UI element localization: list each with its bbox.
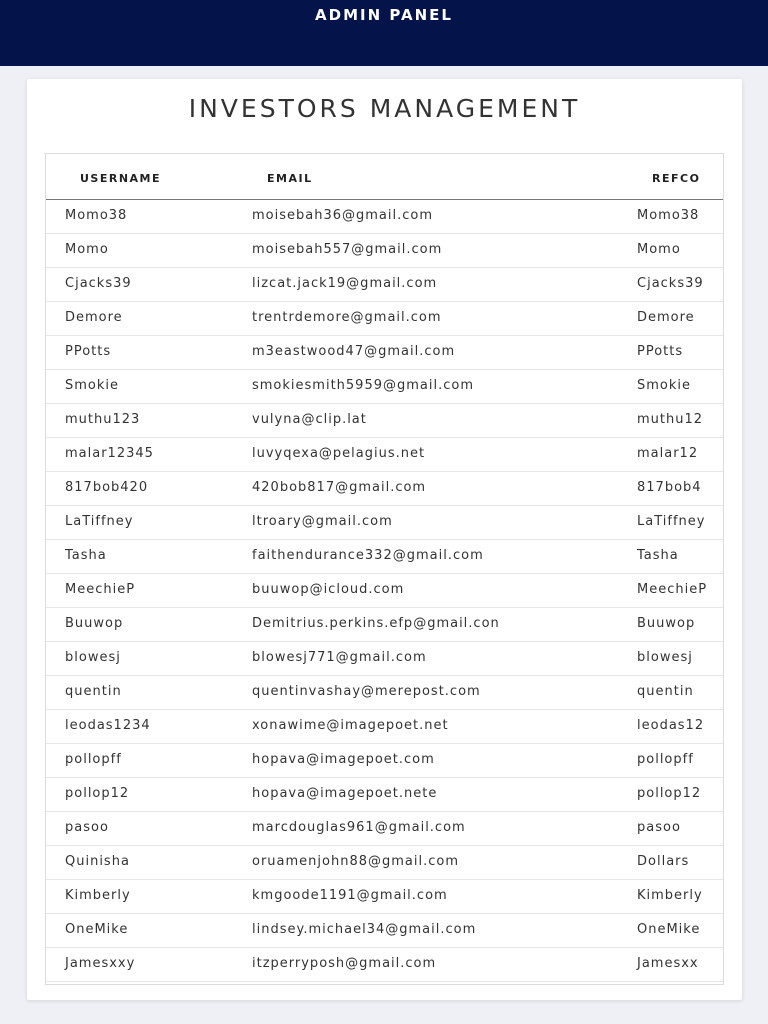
cell-username: Jamesxxy (65, 956, 136, 971)
table-row[interactable] (46, 948, 724, 982)
table-row[interactable] (46, 744, 724, 778)
cell-username: leodas1234 (65, 718, 151, 733)
cell-username: pollop12 (65, 786, 130, 801)
table-row[interactable] (46, 778, 724, 812)
cell-email: trentrdemore@gmail.com (252, 310, 442, 325)
cell-username: Tasha (65, 548, 107, 563)
table-body (46, 200, 724, 982)
cell-username: muthu123 (65, 412, 141, 427)
table-row[interactable] (46, 268, 724, 302)
table-row[interactable] (46, 608, 724, 642)
cell-refcode: muthu12 (637, 412, 704, 427)
table-row[interactable] (46, 812, 724, 846)
cell-email: hopava@imagepoet.com (252, 752, 435, 767)
table-row[interactable] (46, 200, 724, 234)
cell-refcode: Tasha (637, 548, 679, 563)
column-header-email[interactable]: EMAIL (267, 172, 313, 185)
table-row[interactable] (46, 438, 724, 472)
cell-refcode: Buuwop (637, 616, 696, 631)
cell-username: Kimberly (65, 888, 131, 903)
cell-refcode: LaTiffney (637, 514, 706, 529)
cell-username: pollopff (65, 752, 122, 767)
cell-refcode: Cjacks39 (637, 276, 704, 291)
table-row[interactable] (46, 404, 724, 438)
table-row[interactable] (46, 710, 724, 744)
cell-email: vulyna@clip.lat (252, 412, 367, 427)
cell-refcode: quentin (637, 684, 694, 699)
cell-refcode: blowesj (637, 650, 693, 665)
cell-email: itzperryposh@gmail.com (252, 956, 437, 971)
cell-email: lizcat.jack19@gmail.com (252, 276, 438, 291)
cell-email: Demitrius.perkins.efp@gmail.con (252, 616, 500, 631)
cell-email: marcdouglas961@gmail.com (252, 820, 466, 835)
table-row[interactable] (46, 234, 724, 268)
cell-username: MeechieP (65, 582, 136, 597)
cell-email: smokiesmith5959@gmail.com (252, 378, 474, 393)
cell-email: xonawime@imagepoet.net (252, 718, 449, 733)
cell-refcode: pollopff (637, 752, 694, 767)
table-row[interactable] (46, 472, 724, 506)
cell-username: Demore (65, 310, 123, 325)
table-row[interactable] (46, 302, 724, 336)
cell-email: m3eastwood47@gmail.com (252, 344, 456, 359)
cell-username: quentin (65, 684, 122, 699)
table-row[interactable] (46, 506, 724, 540)
cell-username: Cjacks39 (65, 276, 132, 291)
table-row[interactable] (46, 846, 724, 880)
cell-email: kmgoode1191@gmail.com (252, 888, 448, 903)
cell-username: Momo38 (65, 208, 128, 223)
cell-email: moisebah36@gmail.com (252, 208, 434, 223)
cell-email: ltroary@gmail.com (252, 514, 393, 529)
admin-header (0, 0, 768, 66)
cell-username: Smokie (65, 378, 120, 393)
cell-email: buuwop@icloud.com (252, 582, 405, 597)
cell-username: malar12345 (65, 446, 154, 461)
cell-refcode: 817bob4 (637, 480, 702, 495)
cell-refcode: Demore (637, 310, 695, 325)
cell-username: LaTiffney (65, 514, 134, 529)
table-row[interactable] (46, 880, 724, 914)
cell-refcode: Smokie (637, 378, 692, 393)
cell-email: faithendurance332@gmail.com (252, 548, 484, 563)
cell-refcode: Dollars (637, 854, 690, 869)
cell-username: blowesj (65, 650, 121, 665)
cell-username: Buuwop (65, 616, 124, 631)
cell-refcode: malar12 (637, 446, 699, 461)
column-header-username[interactable]: USERNAME (80, 172, 162, 185)
cell-username: Momo (65, 242, 109, 257)
table-row[interactable] (46, 676, 724, 710)
cell-email: lindsey.michael34@gmail.com (252, 922, 477, 937)
cell-username: 817bob420 (65, 480, 149, 495)
cell-email: quentinvashay@merepost.com (252, 684, 481, 699)
cell-refcode: Momo38 (637, 208, 700, 223)
cell-refcode: pasoo (637, 820, 681, 835)
table-row[interactable] (46, 914, 724, 948)
cell-email: 420bob817@gmail.com (252, 480, 427, 495)
cell-email: moisebah557@gmail.com (252, 242, 443, 257)
page-title: INVESTORS MANAGEMENT (188, 94, 581, 123)
cell-username: Quinisha (65, 854, 130, 869)
cell-username: pasoo (65, 820, 109, 835)
table-row[interactable] (46, 540, 724, 574)
cell-refcode: Jamesxx (637, 956, 699, 971)
table-row[interactable] (46, 336, 724, 370)
header-title: ADMIN PANEL (315, 6, 453, 24)
cell-email: blowesj771@gmail.com (252, 650, 427, 665)
cell-username: PPotts (65, 344, 112, 359)
cell-email: oruamenjohn88@gmail.com (252, 854, 459, 869)
table-header (46, 154, 724, 200)
table-row[interactable] (46, 370, 724, 404)
cell-refcode: leodas12 (637, 718, 705, 733)
cell-email: luvyqexa@pelagius.net (252, 446, 426, 461)
column-header-refcode[interactable]: REFCO (652, 172, 701, 185)
table-row[interactable] (46, 574, 724, 608)
cell-refcode: OneMike (637, 922, 701, 937)
cell-email: hopava@imagepoet.nete (252, 786, 438, 801)
cell-username: OneMike (65, 922, 129, 937)
cell-refcode: Momo (637, 242, 681, 257)
table-row[interactable] (46, 642, 724, 676)
investors-table[interactable] (45, 153, 724, 985)
cell-refcode: Kimberly (637, 888, 703, 903)
cell-refcode: PPotts (637, 344, 684, 359)
cell-refcode: MeechieP (637, 582, 708, 597)
cell-refcode: pollop12 (637, 786, 702, 801)
